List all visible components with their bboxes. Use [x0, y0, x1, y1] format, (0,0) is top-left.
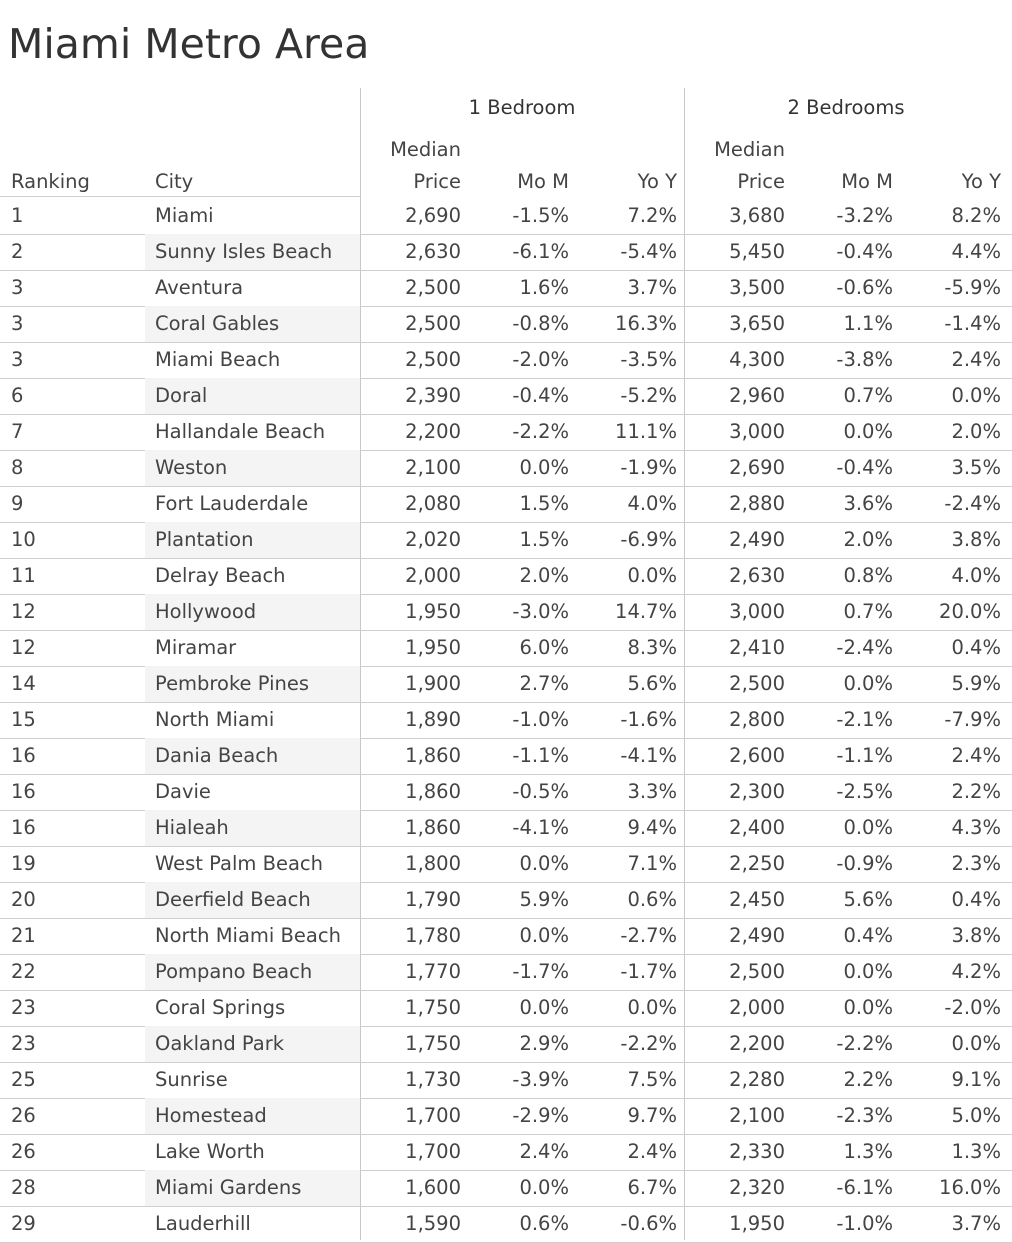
- cell-b2-mom: -3.8%: [836, 348, 893, 371]
- cell-b1-yoy: 11.1%: [615, 420, 677, 443]
- cell-city: Lauderhill: [155, 1212, 251, 1235]
- cell-ranking: 3: [11, 276, 24, 299]
- cell-b1-yoy: -1.7%: [620, 960, 677, 983]
- cell-ranking: 8: [11, 456, 24, 479]
- column-header-b1-yoy: Yo Y: [637, 170, 677, 193]
- cell-b2-mom: 0.7%: [843, 600, 893, 623]
- cell-city: Pembroke Pines: [155, 672, 310, 695]
- cell-b1-mom: -1.7%: [512, 960, 569, 983]
- cell-b2-yoy: 8.2%: [951, 204, 1001, 227]
- cell-b1-median-price: 2,100: [405, 456, 461, 479]
- cell-ranking: 28: [11, 1176, 36, 1199]
- cell-b1-mom: 2.9%: [519, 1032, 569, 1055]
- cell-b1-median-price: 1,750: [405, 1032, 461, 1055]
- cell-b2-mom: 3.6%: [843, 492, 893, 515]
- cell-city: Deerfield Beach: [155, 888, 311, 911]
- cell-b2-yoy: 3.8%: [951, 924, 1001, 947]
- cell-b1-median-price: 2,020: [405, 528, 461, 551]
- cell-b1-median-price: 2,080: [405, 492, 461, 515]
- cell-b1-median-price: 2,390: [405, 384, 461, 407]
- cell-city: Delray Beach: [155, 564, 286, 587]
- cell-b1-mom: -4.1%: [512, 816, 569, 839]
- cell-b1-mom: 1.6%: [519, 276, 569, 299]
- cell-b2-median-price: 4,300: [729, 348, 785, 371]
- cell-b1-yoy: -2.2%: [620, 1032, 677, 1055]
- cell-b2-mom: 1.3%: [843, 1140, 893, 1163]
- cell-city: Oakland Park: [155, 1032, 285, 1055]
- cell-b2-median-price: 3,680: [729, 204, 785, 227]
- cell-b1-yoy: 7.1%: [627, 852, 677, 875]
- cell-b1-yoy: 9.4%: [627, 816, 677, 839]
- cell-b2-yoy: 16.0%: [939, 1176, 1001, 1199]
- cell-b2-median-price: 5,450: [729, 240, 785, 263]
- cell-b2-yoy: 2.4%: [951, 744, 1001, 767]
- cell-b2-yoy: 20.0%: [939, 600, 1001, 623]
- cell-b1-yoy: -0.6%: [620, 1212, 677, 1235]
- cell-b1-mom: -2.0%: [512, 348, 569, 371]
- cell-b1-yoy: 3.3%: [627, 780, 677, 803]
- cell-b1-mom: 0.0%: [519, 852, 569, 875]
- cell-city: Coral Gables: [155, 312, 280, 335]
- cell-city: Weston: [155, 456, 228, 479]
- cell-b1-median-price: 1,780: [405, 924, 461, 947]
- cell-b2-mom: 1.1%: [843, 312, 893, 335]
- cell-b1-yoy: 0.0%: [627, 564, 677, 587]
- cell-ranking: 20: [11, 888, 36, 911]
- cell-b2-median-price: 2,320: [729, 1176, 785, 1199]
- cell-b2-median-price: 2,600: [729, 744, 785, 767]
- cell-b2-yoy: 0.0%: [951, 384, 1001, 407]
- cell-b1-median-price: 1,790: [405, 888, 461, 911]
- cell-b1-mom: 2.4%: [519, 1140, 569, 1163]
- cell-ranking: 3: [11, 312, 24, 335]
- cell-city: Miami Gardens: [155, 1176, 302, 1199]
- cell-b2-mom: -2.1%: [836, 708, 893, 731]
- cell-ranking: 10: [11, 528, 36, 551]
- cell-b1-mom: 0.0%: [519, 996, 569, 1019]
- cell-b1-yoy: 8.3%: [627, 636, 677, 659]
- cell-b2-mom: 0.7%: [843, 384, 893, 407]
- page-title: Miami Metro Area: [8, 20, 370, 68]
- cell-city: West Palm Beach: [155, 852, 323, 875]
- cell-b1-mom: 0.6%: [519, 1212, 569, 1235]
- cell-b2-mom: 0.4%: [843, 924, 893, 947]
- cell-b1-mom: 2.7%: [519, 672, 569, 695]
- cell-b1-yoy: -1.9%: [620, 456, 677, 479]
- cell-b1-yoy: -4.1%: [620, 744, 677, 767]
- cell-b1-median-price: 1,730: [405, 1068, 461, 1091]
- cell-b1-yoy: -3.5%: [620, 348, 677, 371]
- cell-b1-yoy: -2.7%: [620, 924, 677, 947]
- cell-ranking: 3: [11, 348, 24, 371]
- cell-b2-median-price: 3,500: [729, 276, 785, 299]
- cell-b1-median-price: 1,900: [405, 672, 461, 695]
- cell-city: Miami: [155, 204, 214, 227]
- cell-city: Sunny Isles Beach: [155, 240, 333, 263]
- cell-b2-median-price: 2,490: [729, 528, 785, 551]
- cell-b1-yoy: -6.9%: [620, 528, 677, 551]
- cell-b1-median-price: 1,800: [405, 852, 461, 875]
- cell-b2-yoy: 4.2%: [951, 960, 1001, 983]
- cell-b2-yoy: 1.3%: [951, 1140, 1001, 1163]
- cell-city: Aventura: [155, 276, 244, 299]
- cell-b1-median-price: 1,860: [405, 816, 461, 839]
- cell-ranking: 21: [11, 924, 36, 947]
- cell-b1-mom: 1.5%: [519, 528, 569, 551]
- cell-b1-mom: -2.2%: [512, 420, 569, 443]
- cell-b2-median-price: 3,000: [729, 420, 785, 443]
- cell-ranking: 26: [11, 1104, 36, 1127]
- cell-b2-median-price: 2,200: [729, 1032, 785, 1055]
- cell-b1-mom: 0.0%: [519, 924, 569, 947]
- cell-b1-mom: -3.0%: [512, 600, 569, 623]
- cell-b2-mom: 0.0%: [843, 672, 893, 695]
- cell-b1-yoy: 4.0%: [627, 492, 677, 515]
- cell-ranking: 7: [11, 420, 24, 443]
- cell-b1-mom: -1.1%: [512, 744, 569, 767]
- cell-b2-yoy: 4.0%: [951, 564, 1001, 587]
- cell-city: Fort Lauderdale: [155, 492, 309, 515]
- cell-b2-yoy: 3.7%: [951, 1212, 1001, 1235]
- cell-b2-yoy: 5.9%: [951, 672, 1001, 695]
- cell-city: Homestead: [155, 1104, 267, 1127]
- cell-b1-median-price: 2,630: [405, 240, 461, 263]
- cell-b2-yoy: 2.4%: [951, 348, 1001, 371]
- cell-b2-mom: 0.0%: [843, 420, 893, 443]
- cell-b2-mom: 0.0%: [843, 996, 893, 1019]
- column-header-b1-median-bottom: Price: [413, 170, 461, 193]
- column-header-b1-mom: Mo M: [517, 170, 569, 193]
- cell-b2-median-price: 2,400: [729, 816, 785, 839]
- cell-b2-median-price: 2,300: [729, 780, 785, 803]
- cell-b2-yoy: -2.4%: [944, 492, 1001, 515]
- cell-b2-yoy: 0.0%: [951, 1032, 1001, 1055]
- cell-city: Dania Beach: [155, 744, 279, 767]
- cell-ranking: 1: [11, 204, 24, 227]
- cell-city: Doral: [155, 384, 208, 407]
- column-header-b2-mom: Mo M: [841, 170, 893, 193]
- column-header-city: City: [155, 170, 194, 193]
- cell-b1-yoy: 0.0%: [627, 996, 677, 1019]
- cell-ranking: 25: [11, 1068, 36, 1091]
- cell-b1-median-price: 1,890: [405, 708, 461, 731]
- cell-b1-mom: 0.0%: [519, 1176, 569, 1199]
- header-underline: [0, 196, 360, 197]
- cell-b2-median-price: 2,690: [729, 456, 785, 479]
- cell-city: Coral Springs: [155, 996, 286, 1019]
- cell-b2-median-price: 2,800: [729, 708, 785, 731]
- cell-b1-median-price: 1,750: [405, 996, 461, 1019]
- cell-ranking: 16: [11, 780, 36, 803]
- cell-ranking: 15: [11, 708, 36, 731]
- cell-b1-yoy: -1.6%: [620, 708, 677, 731]
- cell-city: Miramar: [155, 636, 237, 659]
- cell-b1-yoy: -5.2%: [620, 384, 677, 407]
- cell-b1-yoy: 3.7%: [627, 276, 677, 299]
- cell-b1-median-price: 1,700: [405, 1104, 461, 1127]
- cell-b2-mom: -6.1%: [836, 1176, 893, 1199]
- cell-b2-mom: -2.2%: [836, 1032, 893, 1055]
- cell-b1-median-price: 2,000: [405, 564, 461, 587]
- cell-b1-median-price: 2,500: [405, 348, 461, 371]
- cell-b1-mom: 5.9%: [519, 888, 569, 911]
- cell-b2-mom: -2.4%: [836, 636, 893, 659]
- cell-ranking: 14: [11, 672, 36, 695]
- cell-ranking: 2: [11, 240, 24, 263]
- cell-b2-median-price: 2,630: [729, 564, 785, 587]
- cell-b2-yoy: 3.5%: [951, 456, 1001, 479]
- cell-b2-median-price: 2,960: [729, 384, 785, 407]
- cell-b2-yoy: -1.4%: [944, 312, 1001, 335]
- cell-b2-median-price: 2,100: [729, 1104, 785, 1127]
- cell-b2-yoy: 5.0%: [951, 1104, 1001, 1127]
- cell-b2-yoy: 0.4%: [951, 888, 1001, 911]
- cell-ranking: 26: [11, 1140, 36, 1163]
- cell-b2-mom: -1.0%: [836, 1212, 893, 1235]
- column-header-b1-median-top: Median: [390, 138, 461, 161]
- cell-b1-median-price: 1,860: [405, 744, 461, 767]
- cell-city: Hallandale Beach: [155, 420, 326, 443]
- cell-b1-median-price: 2,500: [405, 276, 461, 299]
- cell-b2-mom: 2.2%: [843, 1068, 893, 1091]
- cell-ranking: 11: [11, 564, 36, 587]
- cell-b1-mom: -0.8%: [512, 312, 569, 335]
- column-header-b2-yoy: Yo Y: [961, 170, 1001, 193]
- cell-b1-median-price: 1,770: [405, 960, 461, 983]
- cell-b2-yoy: 2.0%: [951, 420, 1001, 443]
- cell-b2-median-price: 3,650: [729, 312, 785, 335]
- cell-b1-median-price: 1,590: [405, 1212, 461, 1235]
- cell-b2-mom: -2.5%: [836, 780, 893, 803]
- column-header-b2-median-top: Median: [714, 138, 785, 161]
- cell-b1-yoy: 14.7%: [615, 600, 677, 623]
- cell-b2-mom: -3.2%: [836, 204, 893, 227]
- cell-b1-median-price: 1,700: [405, 1140, 461, 1163]
- cell-ranking: 23: [11, 1032, 36, 1055]
- cell-b1-median-price: 2,500: [405, 312, 461, 335]
- cell-b2-mom: -0.6%: [836, 276, 893, 299]
- cell-b1-yoy: 2.4%: [627, 1140, 677, 1163]
- cell-b1-mom: -1.0%: [512, 708, 569, 731]
- cell-city: Pompano Beach: [155, 960, 313, 983]
- cell-b2-yoy: 2.2%: [951, 780, 1001, 803]
- cell-b1-mom: -6.1%: [512, 240, 569, 263]
- cell-ranking: 19: [11, 852, 36, 875]
- cell-b1-mom: 2.0%: [519, 564, 569, 587]
- cell-b1-mom: -0.4%: [512, 384, 569, 407]
- cell-b2-yoy: 2.3%: [951, 852, 1001, 875]
- cell-b2-mom: -0.9%: [836, 852, 893, 875]
- cell-b1-median-price: 1,950: [405, 600, 461, 623]
- cell-b1-yoy: 6.7%: [627, 1176, 677, 1199]
- cell-ranking: 16: [11, 744, 36, 767]
- cell-b1-median-price: 2,690: [405, 204, 461, 227]
- cell-b2-median-price: 2,500: [729, 960, 785, 983]
- cell-b1-mom: -1.5%: [512, 204, 569, 227]
- cell-b1-median-price: 1,600: [405, 1176, 461, 1199]
- cell-city: Sunrise: [155, 1068, 228, 1091]
- cell-ranking: 16: [11, 816, 36, 839]
- cell-b2-mom: 2.0%: [843, 528, 893, 551]
- cell-city: Lake Worth: [155, 1140, 265, 1163]
- cell-b1-mom: -0.5%: [512, 780, 569, 803]
- cell-b2-median-price: 1,950: [729, 1212, 785, 1235]
- cell-b2-median-price: 2,490: [729, 924, 785, 947]
- cell-b2-median-price: 2,450: [729, 888, 785, 911]
- cell-ranking: 9: [11, 492, 24, 515]
- cell-b1-mom: 0.0%: [519, 456, 569, 479]
- cell-b2-mom: 5.6%: [843, 888, 893, 911]
- cell-b2-mom: 0.0%: [843, 816, 893, 839]
- cell-ranking: 12: [11, 600, 36, 623]
- cell-city: North Miami Beach: [155, 924, 341, 947]
- cell-b2-yoy: 9.1%: [951, 1068, 1001, 1091]
- cell-b1-yoy: 5.6%: [627, 672, 677, 695]
- cell-b2-median-price: 3,000: [729, 600, 785, 623]
- cell-b1-mom: 6.0%: [519, 636, 569, 659]
- cell-b2-yoy: -5.9%: [944, 276, 1001, 299]
- cell-b2-yoy: -7.9%: [944, 708, 1001, 731]
- cell-b2-median-price: 2,000: [729, 996, 785, 1019]
- column-header-b2-median-bottom: Price: [737, 170, 785, 193]
- cell-b2-mom: -1.1%: [836, 744, 893, 767]
- cell-b2-yoy: 0.4%: [951, 636, 1001, 659]
- cell-b1-yoy: 7.2%: [627, 204, 677, 227]
- cell-city: Miami Beach: [155, 348, 281, 371]
- cell-city: Davie: [155, 780, 211, 803]
- cell-b2-yoy: 3.8%: [951, 528, 1001, 551]
- cell-b1-yoy: 0.6%: [627, 888, 677, 911]
- cell-b2-mom: 0.8%: [843, 564, 893, 587]
- cell-b1-median-price: 1,950: [405, 636, 461, 659]
- cell-b1-mom: 1.5%: [519, 492, 569, 515]
- group-header-2-bedrooms: 2 Bedrooms: [787, 96, 905, 119]
- cell-b2-median-price: 2,880: [729, 492, 785, 515]
- cell-city: Hialeah: [155, 816, 229, 839]
- cell-b2-mom: -0.4%: [836, 240, 893, 263]
- cell-ranking: 12: [11, 636, 36, 659]
- cell-b1-median-price: 1,860: [405, 780, 461, 803]
- cell-city: Plantation: [155, 528, 254, 551]
- cell-city: Hollywood: [155, 600, 257, 623]
- cell-b1-yoy: 9.7%: [627, 1104, 677, 1127]
- cell-b2-median-price: 2,250: [729, 852, 785, 875]
- group-header-1-bedroom: 1 Bedroom: [468, 96, 576, 119]
- cell-b2-mom: -2.3%: [836, 1104, 893, 1127]
- cell-b2-median-price: 2,500: [729, 672, 785, 695]
- cell-b2-yoy: 4.4%: [951, 240, 1001, 263]
- cell-b2-mom: 0.0%: [843, 960, 893, 983]
- column-header-ranking: Ranking: [11, 170, 90, 193]
- cell-ranking: 22: [11, 960, 36, 983]
- cell-b1-median-price: 2,200: [405, 420, 461, 443]
- cell-b1-mom: -3.9%: [512, 1068, 569, 1091]
- cell-b2-median-price: 2,410: [729, 636, 785, 659]
- cell-b2-median-price: 2,330: [729, 1140, 785, 1163]
- cell-b1-mom: -2.9%: [512, 1104, 569, 1127]
- cell-ranking: 23: [11, 996, 36, 1019]
- cell-ranking: 29: [11, 1212, 36, 1235]
- cell-b2-yoy: -2.0%: [944, 996, 1001, 1019]
- cell-b1-yoy: -5.4%: [620, 240, 677, 263]
- cell-b2-median-price: 2,280: [729, 1068, 785, 1091]
- cell-b2-mom: -0.4%: [836, 456, 893, 479]
- cell-b1-yoy: 7.5%: [627, 1068, 677, 1091]
- cell-city: North Miami: [155, 708, 275, 731]
- cell-ranking: 6: [11, 384, 24, 407]
- cell-b1-yoy: 16.3%: [615, 312, 677, 335]
- cell-b2-yoy: 4.3%: [951, 816, 1001, 839]
